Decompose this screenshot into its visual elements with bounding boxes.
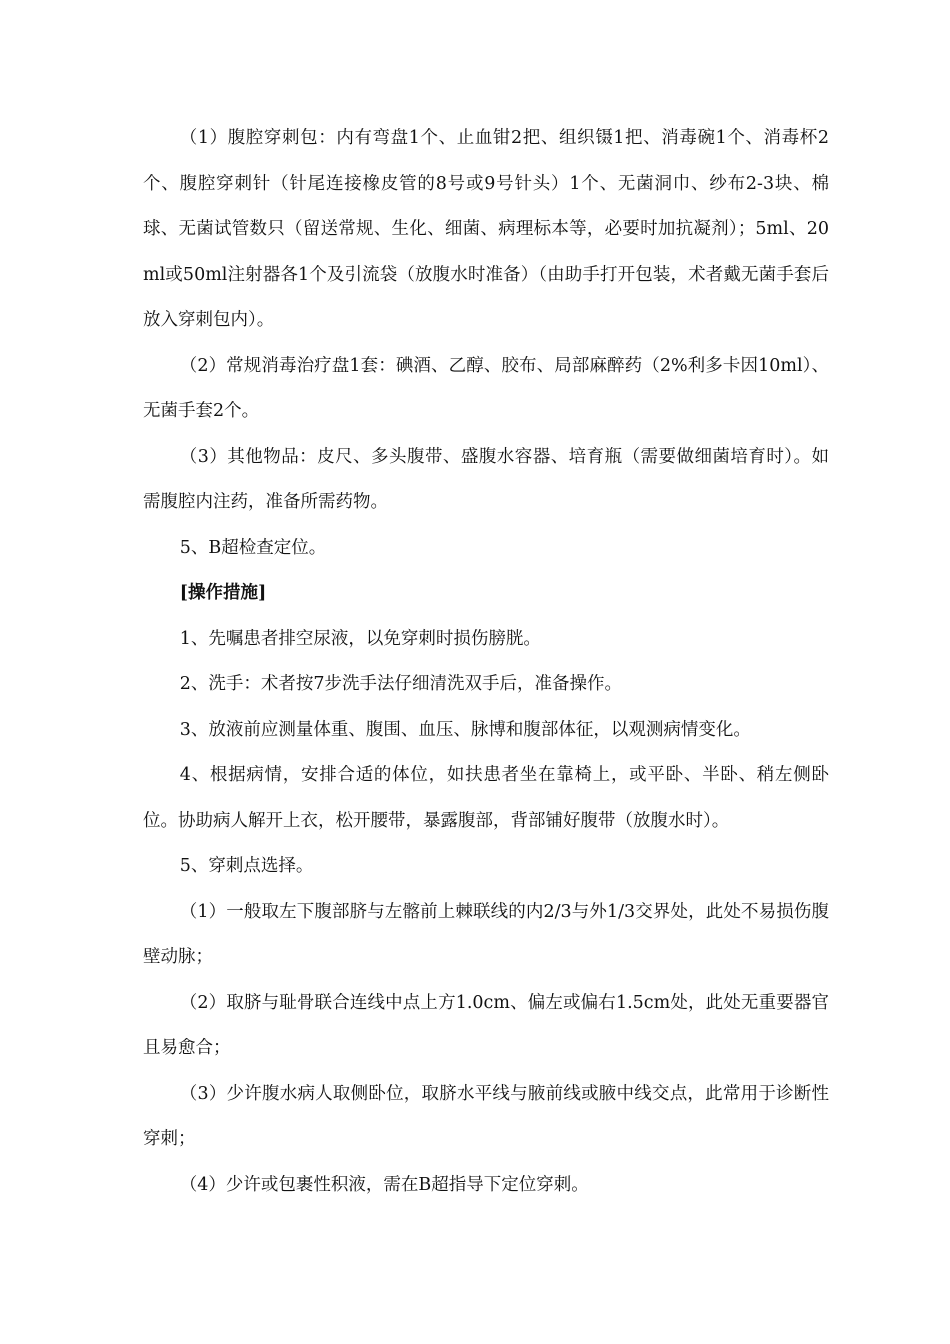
paragraph-other-items: （3）其他物品：皮尺、多头腹带、盛腹水容器、培育瓶（需要做细菌培育时）。如需腹腔内注药，准备所需药物。 xyxy=(143,446,829,512)
paragraph-site-2: （2）取脐与耻骨联合连线中点上方1.0cm、偏左或偏右1.5cm处，此处无重要器官且易愈合； xyxy=(143,992,829,1058)
paragraph-step-3: 3、放液前应测量体重、腹围、血压、脉博和腹部体征，以观测病情变化。 xyxy=(179,719,751,740)
paragraph-site-4: （4）少许或包裹性积液，需在B超指导下定位穿刺。 xyxy=(179,1174,589,1195)
paragraph-step-4: 4、根据病情，安排合适的体位，如扶患者坐在靠椅上，或平卧、半卧、稍左侧卧位。协助病人解开上衣，松开腰带，暴露腹部，背部铺好腹带（放腹水时）。 xyxy=(143,765,829,831)
document-body xyxy=(143,116,829,1208)
paragraph-ultrasound-positioning: 5、B超检查定位。 xyxy=(179,537,327,558)
section-heading-procedure: [操作措施] xyxy=(179,583,267,603)
paragraph-disinfection-tray: （2）常规消毒治疗盘1套：碘酒、乙醇、胶布、局部麻醉药（2%利多卡因10ml）、无菌手套2个。 xyxy=(143,355,829,421)
paragraph-step-1: 1、先嘱患者排空尿液，以免穿刺时损伤膀胱。 xyxy=(179,628,541,649)
paragraph-puncture-kit: （1）腹腔穿刺包：内有弯盘1个、止血钳2把、组织镊1把、消毒碗1个、消毒杯2个、腹腔穿刺针（针尾连接橡皮管的8号或9号针头）1个、无菌洞巾、纱布2-3块、棉球、无菌试管数只（留送常规、生化、细菌、病理标本等，必要时加抗凝剂）；5ml、20ml或50ml注射器各1个及引流袋（放腹水时准备）（由助手打开包装，术者戴无菌手套后放入穿刺包内）。 xyxy=(143,128,829,330)
paragraph-site-1: （1）一般取左下腹部脐与左髂前上棘联线的内2/3与外1/3交界处，此处不易损伤腹壁动脉； xyxy=(143,901,829,967)
paragraph-step-5: 5、穿刺点选择。 xyxy=(179,856,314,876)
paragraph-step-2: 2、洗手：术者按7步洗手法仔细清洗双手后，准备操作。 xyxy=(179,674,623,694)
paragraph-site-3: （3）少许腹水病人取侧卧位，取脐水平线与腋前线或腋中线交点，此常用于诊断性穿刺； xyxy=(143,1083,829,1149)
